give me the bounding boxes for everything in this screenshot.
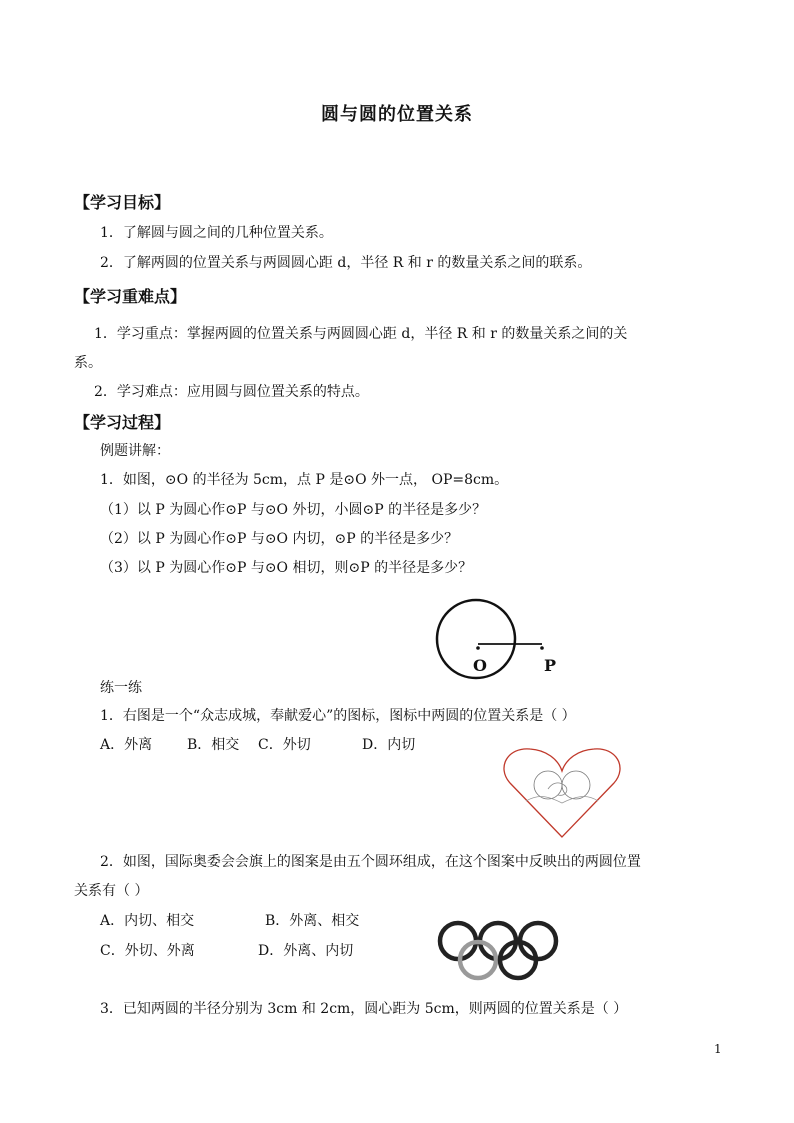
label-p: P bbox=[544, 656, 557, 675]
practice-q2-line1: 2．如图，国际奥委会会旗上的图案是由五个圆环组成，在这个图案中反映出的两圆位置 bbox=[100, 854, 641, 870]
example-part-3: （3）以 P 为圆心作⊙P 与⊙O 相切，则⊙P 的半径是多少？ bbox=[100, 560, 473, 576]
example-part-1: （1）以 P 为圆心作⊙P 与⊙O 外切，小圆⊙P 的半径是多少？ bbox=[100, 502, 487, 518]
goal-item-1: 1．了解圆与圆之间的几种位置关系。 bbox=[100, 225, 333, 241]
key-points-heading: 【学习重难点】 bbox=[74, 287, 187, 306]
practice-heading: 练一练 bbox=[100, 680, 142, 696]
q1-option-a: A．外离 bbox=[100, 737, 153, 753]
ring-bottom-2 bbox=[500, 942, 536, 978]
q2-option-c: C．外切、外离 bbox=[100, 943, 195, 959]
key-point-1-line2: 系。 bbox=[74, 355, 102, 371]
label-o: O bbox=[473, 656, 487, 675]
heart-outline bbox=[504, 749, 620, 837]
practice-q3: 3．已知两圆的半径分别为 3cm 和 2cm，圆心距为 5cm，则两圆的位置关系是（ ） bbox=[100, 1001, 628, 1017]
q2-option-a: A．内切、相交 bbox=[100, 913, 195, 929]
example-question: 1．如图，⊙O 的半径为 5cm，点 P 是⊙O 外一点， OP=8cm。 bbox=[100, 472, 509, 488]
point-p-dot bbox=[540, 646, 544, 650]
example-part-2: （2）以 P 为圆心作⊙P 与⊙O 内切，⊙P 的半径是多少？ bbox=[100, 531, 459, 547]
q1-option-c: C．外切 bbox=[258, 737, 311, 753]
page-title: 圆与圆的位置关系 bbox=[321, 104, 473, 125]
example-label: 例题讲解： bbox=[100, 443, 170, 459]
key-point-1-line1: 1．学习重点：掌握两圆的位置关系与两圆圆心距 d，半径 R 和 r 的数量关系之间的关 bbox=[94, 326, 628, 342]
ring-top-3 bbox=[520, 923, 556, 959]
q2-option-d: D．外离、内切 bbox=[258, 943, 354, 959]
ring-top-2 bbox=[480, 923, 516, 959]
q1-option-b: B．相交 bbox=[187, 737, 240, 753]
point-o-dot bbox=[476, 646, 480, 650]
q2-option-b: B．外离、相交 bbox=[265, 913, 360, 929]
q1-option-d: D．内切 bbox=[362, 737, 416, 753]
ring-top-1 bbox=[440, 923, 476, 959]
heart-logo bbox=[500, 745, 625, 840]
goal-item-2: 2．了解两圆的位置关系与两圆圆心距 d，半径 R 和 r 的数量关系之间的联系。 bbox=[100, 255, 592, 271]
key-point-2: 2．学习难点：应用圆与圆位置关系的特点。 bbox=[94, 384, 369, 400]
process-heading: 【学习过程】 bbox=[74, 413, 171, 432]
circle-o-figure bbox=[420, 590, 580, 685]
practice-q1: 1．右图是一个“众志成城，奉献爱心”的图标，图标中两圆的位置关系是（ ） bbox=[100, 708, 576, 724]
page-number: 1 bbox=[714, 1042, 722, 1056]
ring-bottom-1 bbox=[460, 942, 496, 978]
goals-heading: 【学习目标】 bbox=[74, 193, 171, 212]
olympic-rings bbox=[432, 915, 572, 985]
practice-q2-line2: 关系有（ ） bbox=[74, 883, 149, 899]
